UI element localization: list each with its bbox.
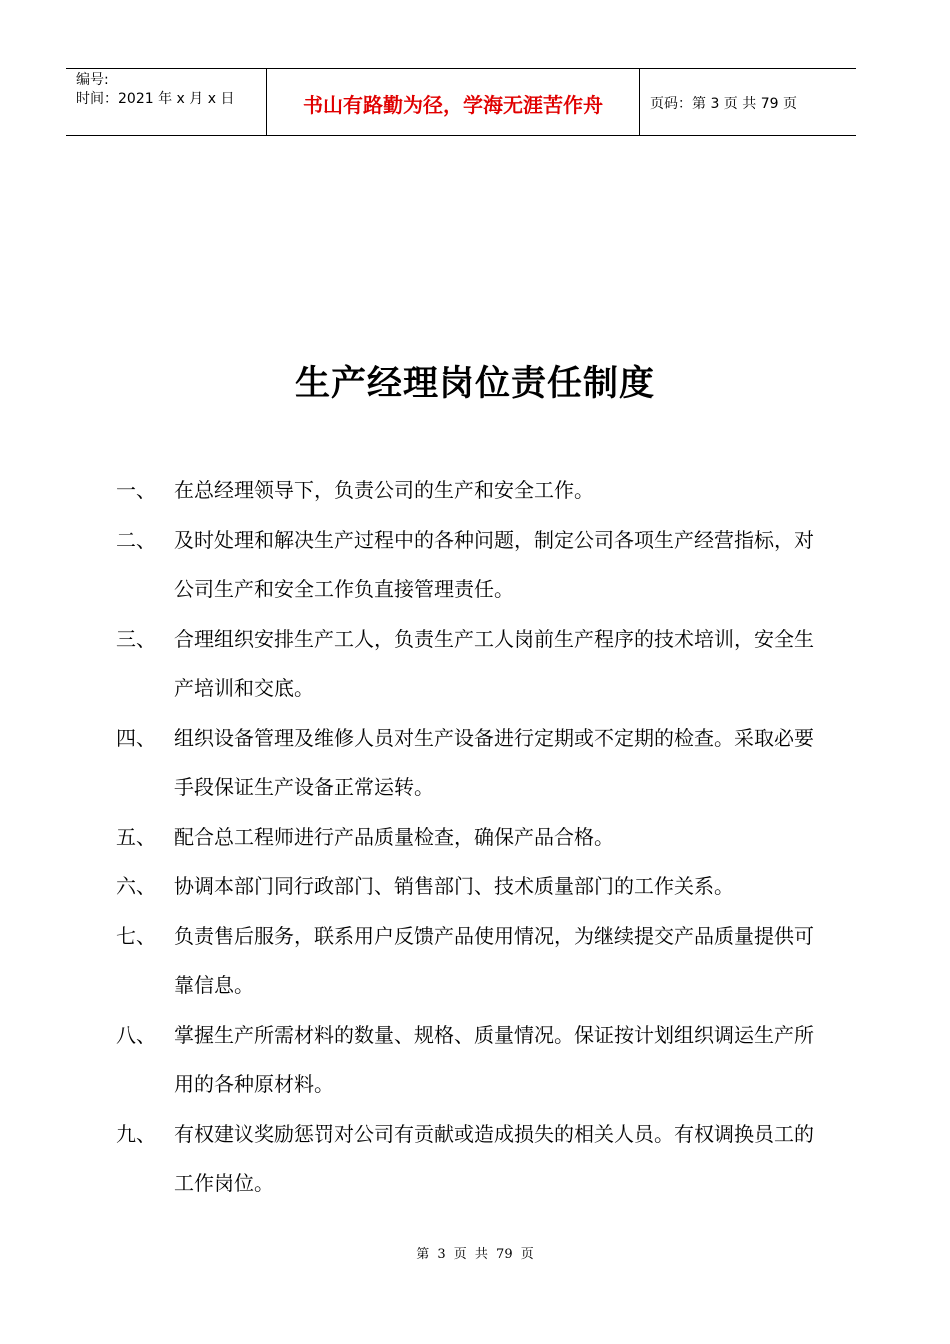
- clause-number: 二、: [116, 527, 156, 552]
- serial-number-label: 编号:: [76, 72, 109, 88]
- clause-text: 在总经理领导下，负责公司的生产和安全工作。: [174, 478, 594, 502]
- clause-number: 三、: [116, 626, 156, 651]
- clause-number: 五、: [116, 824, 156, 849]
- clause-item: [116, 1110, 836, 1209]
- clause-number: 六、: [116, 874, 156, 898]
- clause-text: 掌握生产所需材料的数量、规格、质量情况。保证按计划组织调运生产所用的各种原材料。: [174, 1022, 814, 1096]
- header-page-cell: [640, 69, 856, 135]
- clause-item: [116, 912, 836, 1011]
- clause-item: [116, 813, 836, 863]
- clause-item: [116, 516, 836, 615]
- motto-text: 书山有路勤为径，学海无涯苦作舟: [303, 93, 603, 117]
- time-label: 时间：2021 年 x 月 x 日: [76, 91, 235, 107]
- clause-item: [116, 466, 836, 516]
- clause-number: 八、: [116, 1022, 156, 1047]
- clause-number: 七、: [116, 923, 156, 948]
- document-title: 生产经理岗位责任制度: [294, 364, 655, 404]
- clause-list: [116, 466, 836, 1209]
- header-motto-cell: [267, 69, 640, 135]
- header-meta-cell: [66, 69, 267, 135]
- header-table: [66, 68, 856, 136]
- clause-number: 九、: [116, 1121, 156, 1146]
- clause-text: 有权建议奖励惩罚对公司有贡献或造成损失的相关人员。有权调换员工的工作岗位。: [174, 1121, 814, 1195]
- clause-item: [116, 1011, 836, 1110]
- clause-number: 四、: [116, 725, 156, 750]
- page-footer: 第 3 页 共 79 页: [416, 1247, 534, 1262]
- clause-text: 负责售后服务，联系用户反馈产品使用情况，为继续提交产品质量提供可靠信息。: [174, 923, 814, 997]
- clause-text: 合理组织安排生产工人，负责生产工人岗前生产程序的技术培训，安全生产培训和交底。: [174, 626, 814, 700]
- clause-number: 一、: [116, 478, 156, 502]
- header-page-info: 页码：第 3 页 共 79 页: [650, 96, 797, 112]
- clause-item: [116, 615, 836, 714]
- clause-text: 协调本部门同行政部门、销售部门、技术质量部门的工作关系。: [174, 874, 734, 898]
- clause-item: [116, 862, 836, 912]
- clause-text: 配合总工程师进行产品质量检查，确保产品合格。: [174, 824, 614, 849]
- clause-text: 及时处理和解决生产过程中的各种问题，制定公司各项生产经营指标，对公司生产和安全工作负直接管理责任。: [174, 527, 814, 601]
- clause-text: 组织设备管理及维修人员对生产设备进行定期或不定期的检查。采取必要手段保证生产设备正常运转。: [174, 725, 814, 799]
- clause-item: [116, 714, 836, 813]
